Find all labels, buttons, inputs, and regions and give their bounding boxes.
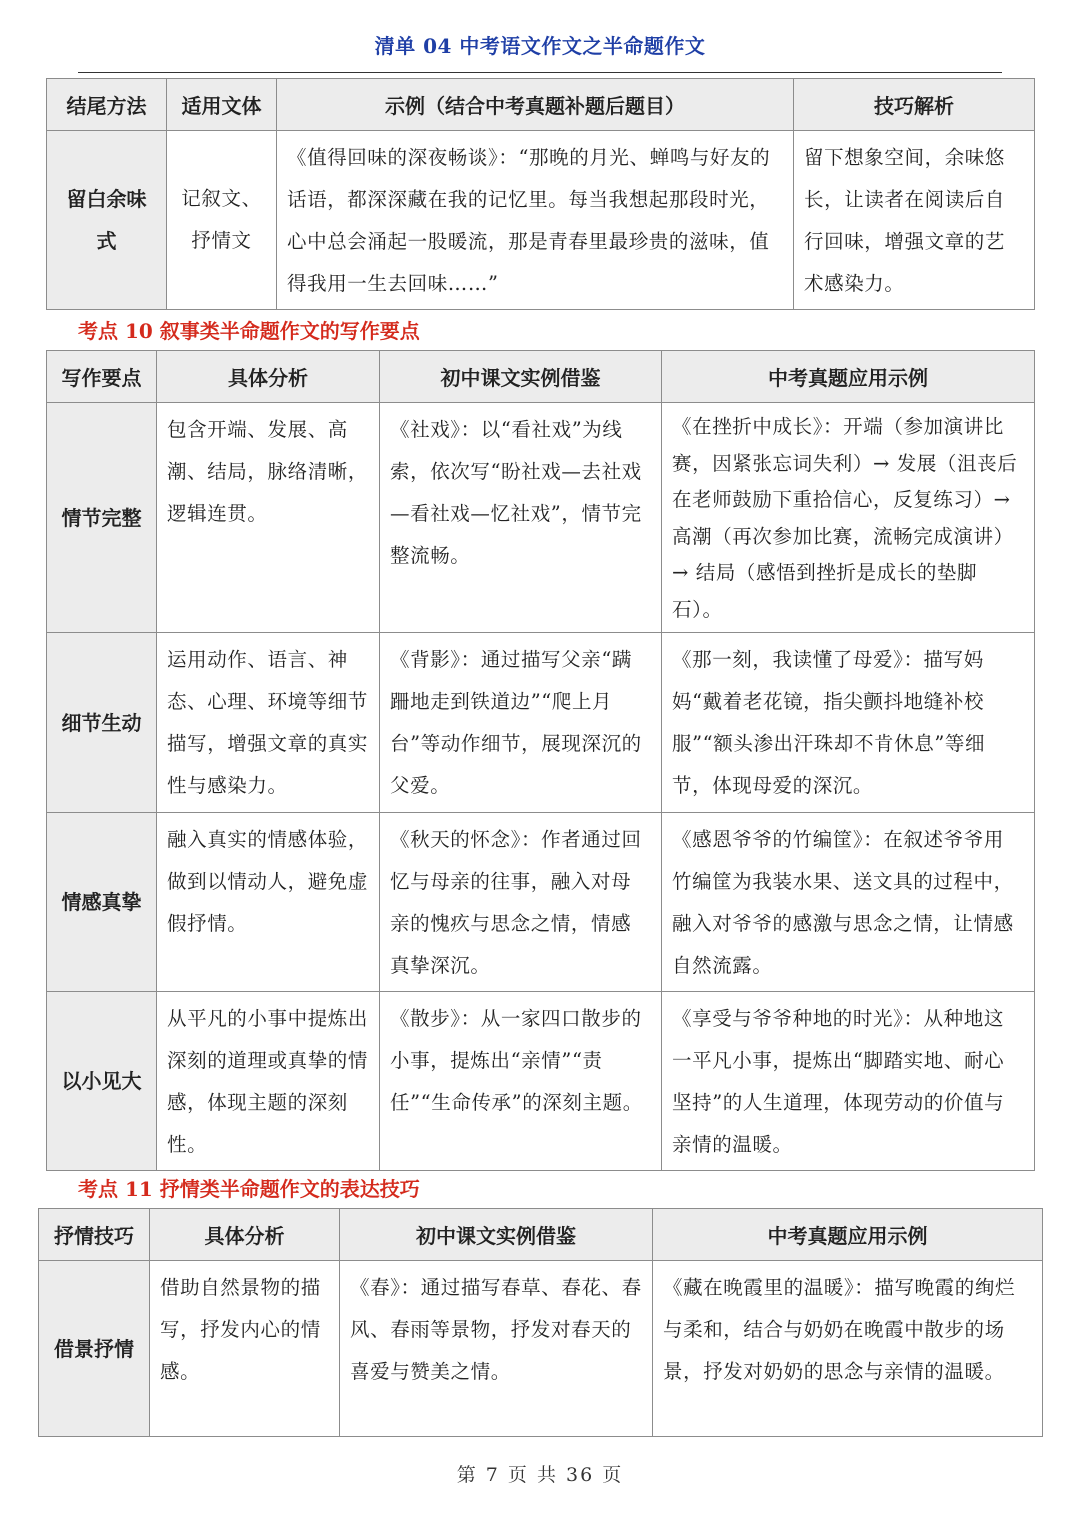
col-header-method: 结尾方法 — [47, 79, 167, 131]
row-textbook: 《背影》：通过描写父亲“蹒跚地走到铁道边”“爬上月台”等动作细节，展现深沉的父爱。 — [380, 633, 662, 813]
table-row — [47, 403, 1035, 633]
row-analysis: 包含开端、发展、高潮、结局，脉络清晰，逻辑连贯。 — [157, 403, 380, 633]
row-point: 情节完整 — [47, 403, 157, 633]
table-row — [47, 131, 1035, 310]
row-exam: 《在挫折中成长》：开端（参加演讲比赛，因紧张忘词失利）→ 发展（沮丧后在老师鼓励下重拾信心，反复练习）→ 高潮（再次参加比赛，流畅完成演讲）→ 结局（感悟到挫折是成长的垫脚石）。 — [662, 403, 1035, 633]
row-method: 留白余味式 — [47, 131, 167, 310]
row-exam: 《那一刻，我读懂了母爱》：描写妈妈“戴着老花镜，指尖颤抖地缝补校服”“额头渗出汗珠却不肯休息”等细节，体现母爱的深沉。 — [662, 633, 1035, 813]
table-row — [47, 633, 1035, 813]
ending-methods-table — [46, 78, 1035, 310]
row-textbook: 《春》：通过描写春草、春花、春风、春雨等景物，抒发对春天的喜爱与赞美之情。 — [340, 1261, 653, 1437]
section-heading-11: 考点 11 抒情类半命题作文的表达技巧 — [78, 1177, 420, 1201]
row-genre: 记叙文、抒情文 — [167, 131, 277, 310]
narrative-points-table — [46, 350, 1035, 1171]
col-header-analysis: 具体分析 — [157, 351, 380, 403]
row-example: 《值得回味的深夜畅谈》：“那晚的月光、蝉鸣与好友的话语，都深深藏在我的记忆里。每当我想起那段时光，心中总会涌起一股暖流，那是青春里最珍贵的滋味，值得我用一生去回味……” — [277, 131, 794, 310]
table-row — [47, 992, 1035, 1171]
title-divider — [78, 72, 1002, 73]
col-header-technique: 抒情技巧 — [39, 1209, 150, 1261]
table-row — [39, 1261, 1043, 1437]
row-exam: 《感恩爷爷的竹编筐》：在叙述爷爷用竹编筐为我装水果、送文具的过程中，融入对爷爷的感激与思念之情，让情感自然流露。 — [662, 813, 1035, 992]
row-point: 以小见大 — [47, 992, 157, 1171]
row-analysis: 融入真实的情感体验，做到以情动人，避免虚假抒情。 — [157, 813, 380, 992]
lyric-techniques-table — [38, 1208, 1043, 1437]
row-point: 细节生动 — [47, 633, 157, 813]
table-row — [47, 813, 1035, 992]
row-analysis: 从平凡的小事中提炼出深刻的道理或真挚的情感，体现主题的深刻性。 — [157, 992, 380, 1171]
row-exam: 《藏在晚霞里的温暖》：描写晚霞的绚烂与柔和，结合与奶奶在晚霞中散步的场景，抒发对奶奶的思念与亲情的温暖。 — [653, 1261, 1043, 1437]
col-header-genre: 适用文体 — [167, 79, 277, 131]
col-header-exam: 中考真题应用示例 — [653, 1209, 1043, 1261]
row-analysis: 运用动作、语言、神态、心理、环境等细节描写，增强文章的真实性与感染力。 — [157, 633, 380, 813]
row-technique: 借景抒情 — [39, 1261, 150, 1437]
row-exam: 《享受与爷爷种地的时光》：从种地这一平凡小事，提炼出“脚踏实地、耐心坚持”的人生道理，体现劳动的价值与亲情的温暖。 — [662, 992, 1035, 1171]
col-header-point: 写作要点 — [47, 351, 157, 403]
table-header-row — [47, 79, 1035, 131]
row-analysis: 借助自然景物的描写，抒发内心的情感。 — [150, 1261, 340, 1437]
row-textbook: 《社戏》：以“看社戏”为线索，依次写“盼社戏—去社戏—看社戏—忆社戏”，情节完整流畅。 — [380, 403, 662, 633]
col-header-analysis: 技巧解析 — [794, 79, 1035, 131]
col-header-textbook: 初中课文实例借鉴 — [340, 1209, 653, 1261]
document-title: 清单 04 中考语文作文之半命题作文 — [374, 34, 706, 58]
row-point: 情感真挚 — [47, 813, 157, 992]
table-header-row — [47, 351, 1035, 403]
page-number: 第 7 页 共 36 页 — [456, 1464, 624, 1486]
col-header-exam: 中考真题应用示例 — [662, 351, 1035, 403]
section-heading-10: 考点 10 叙事类半命题作文的写作要点 — [78, 319, 420, 343]
col-header-analysis: 具体分析 — [150, 1209, 340, 1261]
row-textbook: 《散步》：从一家四口散步的小事，提炼出“亲情”“责任”“生命传承”的深刻主题。 — [380, 992, 662, 1171]
table-header-row — [39, 1209, 1043, 1261]
col-header-example: 示例（结合中考真题补题后题目） — [277, 79, 794, 131]
col-header-textbook: 初中课文实例借鉴 — [380, 351, 662, 403]
row-textbook: 《秋天的怀念》：作者通过回忆与母亲的往事，融入对母亲的愧疚与思念之情，情感真挚深沉。 — [380, 813, 662, 992]
row-analysis: 留下想象空间，余味悠长，让读者在阅读后自行回味，增强文章的艺术感染力。 — [794, 131, 1035, 310]
